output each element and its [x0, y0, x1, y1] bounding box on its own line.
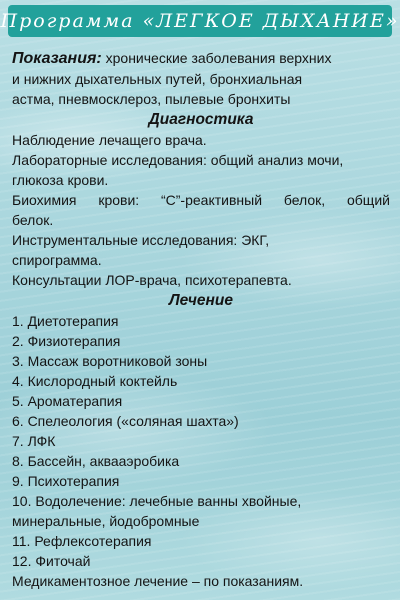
treatment-heading: Лечение [169, 292, 233, 309]
diagnostics-heading: Диагностика [148, 111, 254, 128]
treatment-note: Медикаментозное лечение – по показаниям. [12, 573, 304, 589]
biochem-word: общий [347, 192, 390, 208]
program-content [12, 48, 390, 591]
title-banner [0, 5, 400, 37]
indications-text-1: хронические заболевания верхних [105, 50, 332, 66]
biochem-word: крови: [98, 192, 140, 208]
indications-line-1 [12, 48, 390, 69]
diagnostics-consultations: Консультации ЛОР-врача, психотерапевта. [12, 272, 292, 288]
diagnostics-biochem-2: белок. [12, 212, 54, 228]
treatment-item: 5. Ароматерапия [12, 393, 123, 409]
treatment-item: 3. Массаж воротниковой зоны [12, 353, 208, 369]
diagnostics-instrumental-1: Инструментальные исследования: ЭКГ, [12, 232, 270, 248]
treatment-item: 10. Водолечение: лечебные ванны хвойные, [12, 493, 302, 509]
diagnostics-lab-1: Лабораторные исследования: общий анализ мочи, [12, 152, 344, 168]
treatment-item: 6. Спелеология («соляная шахта») [12, 413, 239, 429]
diagnostics-observation: Наблюдение лечащего врача. [12, 132, 207, 148]
treatment-item: 4. Кислородный коктейль [12, 373, 178, 389]
biochem-word: “С”-реактивный [161, 192, 263, 208]
indications-label: Показания: [12, 50, 102, 67]
treatment-item: 1. Диетотерапия [12, 313, 119, 329]
treatment-item: 11. Рефлексотерапия [12, 533, 152, 549]
diagnostics-instrumental-2: спирограмма. [12, 252, 102, 268]
treatment-item: 2. Физиотерапия [12, 333, 121, 349]
program-title: Программа «ЛЕГКОЕ ДЫХАНИЕ» [0, 10, 400, 32]
indications-text-3: астма, пневмосклероз, пылевые бронхиты [12, 91, 291, 107]
treatment-item: 8. Бассейн, аквааэробика [12, 453, 180, 469]
treatment-item: 12. Фиточай [12, 553, 91, 569]
treatment-item: 9. Психотерапия [12, 473, 120, 489]
biochem-word: белок, [283, 192, 326, 208]
treatment-item: 7. ЛФК [12, 433, 56, 449]
diagnostics-biochem-1 [12, 190, 390, 210]
indications-text-2: и нижних дыхательных путей, бронхиальная [12, 71, 303, 87]
biochem-word: Биохимия [12, 192, 77, 208]
diagnostics-lab-2: глюкоза крови. [12, 172, 109, 188]
treatment-item: минеральные, йодобромные [12, 513, 200, 529]
